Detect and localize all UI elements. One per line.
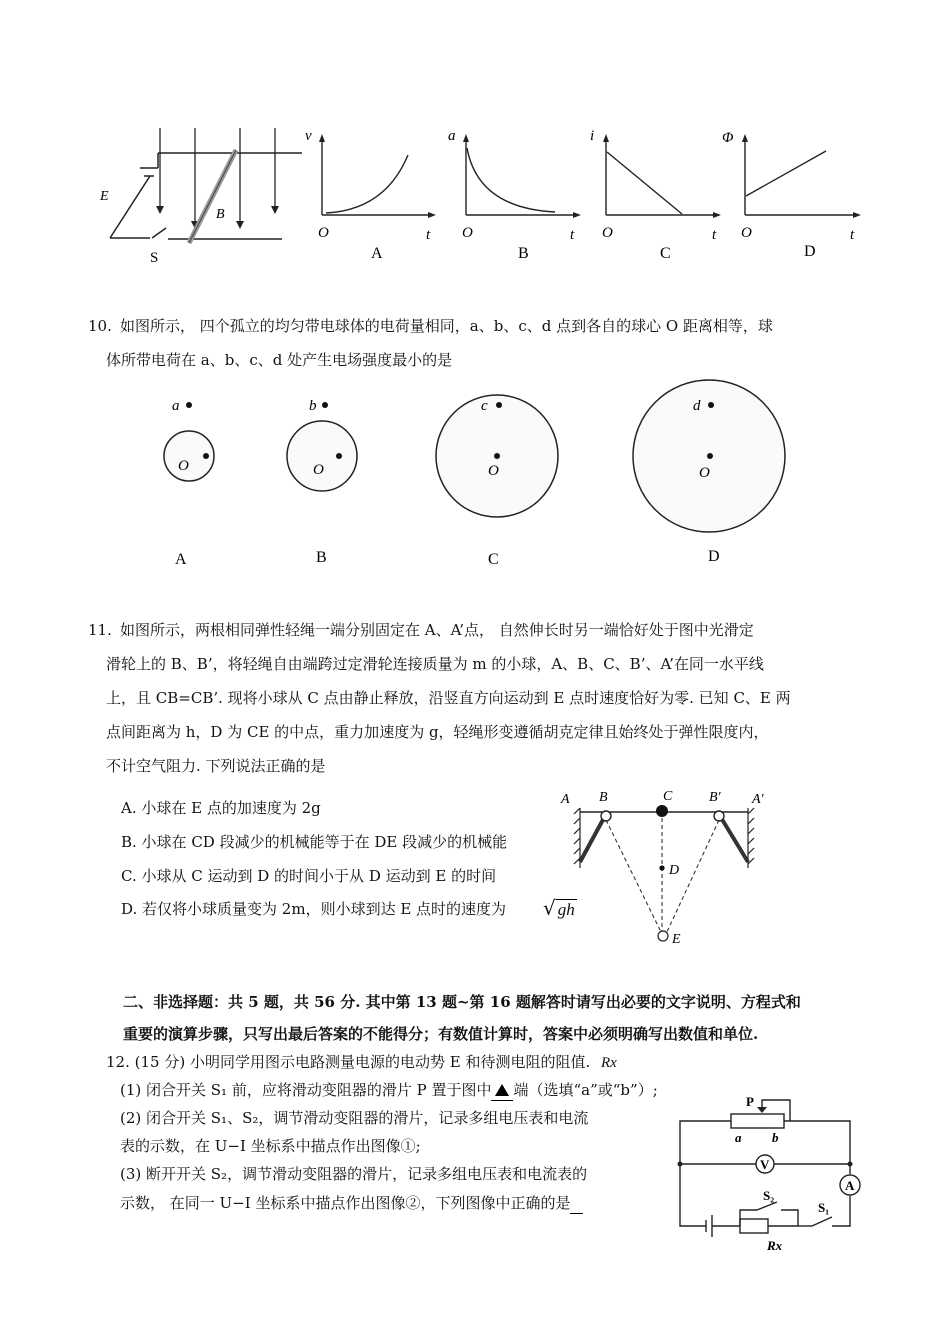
q12-item3-line2: 示数， 在同一 U−I 坐标系中描点作出图像②，下列图像中正确的是 [120, 1193, 583, 1214]
sphere-d-label: D [708, 548, 720, 565]
q11-fig-d: D [669, 863, 680, 878]
q11-line4: 点间距离为 h，D 为 CE 的中点，重力加速度为 g，轻绳形变遵循胡克定律且始终处于弹性限度内， [106, 723, 769, 741]
q10-line1: 如图所示， 四个孤立的均匀带电球体的电荷量相同，a、b、c、d 点到各自的球心 O 距离相等，球 [120, 317, 773, 335]
graph-a-xaxis: t [426, 227, 431, 243]
sphere-a-label: A [175, 551, 187, 568]
q11-option-d-formula: √ gh [543, 896, 575, 920]
q9-label-s: S [150, 250, 159, 266]
circuit-b: b [772, 1130, 779, 1145]
q12-header: 12. (15 分) 小明同学用图示电路测量电源的电动势 E 和待测电阻的阻值. Rx [106, 1053, 617, 1071]
q9-label-b: B [216, 207, 225, 222]
section2-line1: 二、非选择题：共 5 题，共 56 分. 其中第 13 题~第 16 题解答时请写出必要的文字说明、方程式和 [123, 993, 801, 1011]
graph-c-yaxis: i [590, 128, 595, 144]
circuit-v: V [760, 1157, 770, 1172]
circuit-s2: S₂ [763, 1188, 775, 1203]
q11-fig-b2: B′ [709, 790, 721, 805]
circuit-s1: S₁ [818, 1200, 830, 1215]
q11-option-b: B. 小球在 CD 段减少的机械能等于在 DE 段减少的机械能 [121, 833, 508, 851]
graph-a-label: A [371, 245, 383, 262]
sphere-c-center: O [488, 463, 499, 479]
graph-d-xaxis: t [850, 227, 855, 243]
sphere-a-point: a [172, 398, 180, 414]
sphere-d-point: d [693, 398, 701, 414]
graph-d-yaxis: Φ [722, 130, 734, 146]
circuit-rx: Rx [767, 1238, 783, 1253]
q11-fig-a: A [561, 792, 570, 807]
q11-option-a: A. 小球在 E 点的加速度为 2g [121, 799, 321, 817]
q11-fig-b: B [599, 790, 608, 805]
sphere-c-point: c [481, 398, 488, 414]
sphere-a-center: O [178, 458, 189, 474]
graph-c-label: C [660, 245, 671, 262]
q11-number: 11. [88, 621, 112, 639]
graph-b-origin: O [462, 225, 473, 241]
q11-line2: 滑轮上的 B、B’，将轻绳自由端跨过定滑轮连接质量为 m 的小球，A、B、C、B’、A’在同一水平线 [106, 655, 764, 673]
sphere-b-label: B [316, 549, 327, 566]
graph-a-origin: O [318, 225, 329, 241]
graph-b-yaxis: a [448, 128, 456, 144]
section2-line2: 重要的演算步骤，只写出最后答案的不能得分；有数值计算时，答案中必须明确写出数值和单位. [123, 1025, 759, 1043]
q10-line2: 体所带电荷在 a、b、c、d 处产生电场强度最小的是 [106, 351, 453, 369]
q10-number: 10. [88, 317, 112, 335]
graph-c-origin: O [602, 225, 613, 241]
graph-a-yaxis: v [305, 128, 312, 144]
q11-line5: 不计空气阻力. 下列说法正确的是 [106, 757, 326, 775]
q9-label-e: E [100, 189, 109, 204]
circuit-ammeter: A [845, 1178, 855, 1193]
q12-rx-symbol: Rx [601, 1055, 617, 1071]
sphere-d-center: O [699, 465, 710, 481]
q12-item3-line1: (3) 断开开关 S₂，调节滑动变阻器的滑片，记录多组电压表和电流表的 [120, 1165, 588, 1183]
q11-line1: 如图所示，两根相同弹性轻绳一端分别固定在 A、A’点， 自然伸长时另一端恰好处于图中光滑定 [120, 621, 754, 639]
graph-d-origin: O [741, 225, 752, 241]
q12-item2-line1: (2) 闭合开关 S₁、S₂，调节滑动变阻器的滑片，记录多组电压表和电流 [120, 1109, 589, 1127]
q11-option-c: C. 小球从 C 运动到 D 的时间小于从 D 运动到 E 的时间 [121, 867, 497, 885]
q11-fig-c: C [663, 789, 673, 804]
sphere-b-center: O [313, 462, 324, 478]
sphere-c-label: C [488, 551, 499, 568]
q12-item1: (1) 闭合开关 S₁ 前，应将滑动变阻器的滑片 P 置于图中 端（选填“a”或“b”）; [120, 1081, 658, 1099]
graph-d-label: D [804, 243, 816, 260]
graph-b-label: B [518, 245, 529, 262]
graph-c-xaxis: t [712, 227, 717, 243]
q11-option-d: D. 若仅将小球质量变为 2m，则小球到达 E 点时的速度为 [121, 900, 507, 918]
q11-line3: 上，且 CB=CB’. 现将小球从 C 点由静止释放，沿竖直方向运动到 E 点时速度恰好为零. 已知 C、E 两 [106, 689, 791, 707]
circuit-a: a [735, 1130, 742, 1145]
graph-b-xaxis: t [570, 227, 575, 243]
sphere-b-point: b [309, 398, 317, 414]
circuit-p: P [746, 1094, 754, 1109]
q11-fig-e: E [672, 932, 681, 947]
q12-item2-line2: 表的示数，在 U−I 坐标系中描点作出图像①; [120, 1137, 421, 1155]
q11-fig-a2: A′ [752, 792, 764, 807]
